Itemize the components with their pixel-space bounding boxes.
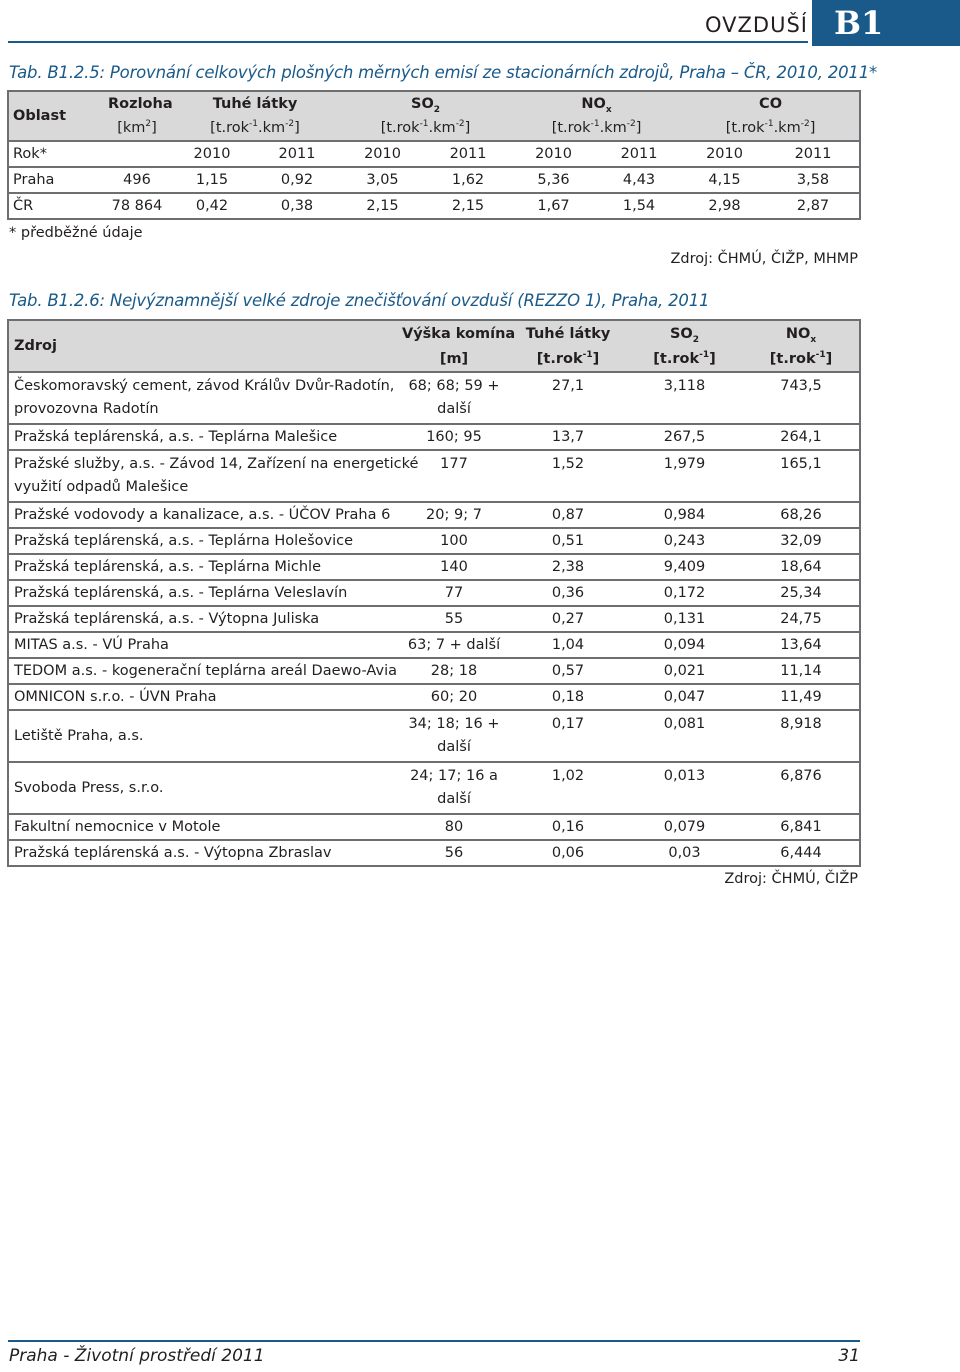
value-cell: 4,15 <box>682 167 767 193</box>
table-row <box>8 554 860 580</box>
value-cell: 0,06 <box>510 840 626 866</box>
value-cell: 0,094 <box>626 632 743 658</box>
value-cell: 0,131 <box>626 606 743 632</box>
value-cell: 2,87 <box>767 193 860 219</box>
value-cell: 0,03 <box>626 840 743 866</box>
value-cell: 1,54 <box>596 193 682 219</box>
value-cell: 11,14 <box>743 658 860 684</box>
source-name: TEDOM a.s. - kogenerační teplárna areál Daewo-Avia <box>8 658 398 684</box>
stack-height: 56 <box>398 840 510 866</box>
value-cell: 6,876 <box>743 762 860 814</box>
unit-flux: $[t.rok^{-1}.km^{-2}]$ <box>682 116 860 141</box>
year-cell: 2011 <box>767 141 860 167</box>
col-so2: $SO_2$ <box>340 91 511 116</box>
value-cell: 8,918 <box>743 710 860 762</box>
source-name: Pražská teplárenská, a.s. - Teplárna Veleslavín <box>8 580 398 606</box>
area-cell: 496 <box>104 167 170 193</box>
source-name: Pražské služby, a.s. - Závod 14, Zařízení na energetické využití odpadů Malešice <box>8 450 398 502</box>
footer-rule <box>8 1340 860 1342</box>
value-cell: 1,979 <box>626 450 743 502</box>
source-name: Pražská teplárenská, a.s. - Teplárna Malešice <box>8 424 398 450</box>
value-cell: 5,36 <box>511 167 596 193</box>
year-cell: 2010 <box>511 141 596 167</box>
value-cell: 25,34 <box>743 580 860 606</box>
table-row <box>8 710 860 762</box>
value-cell: 0,013 <box>626 762 743 814</box>
value-cell: 1,67 <box>511 193 596 219</box>
table1-caption: Tab. B1.2.5: Porovnání celkových plošných měrných emisí ze stacionárních zdrojů, Praha – ČR, 2010, 2011* <box>9 63 878 82</box>
page-number: 31 <box>838 1346 860 1366</box>
col-tuhe-latky: Tuhé látky <box>510 320 626 346</box>
value-cell: 24,75 <box>743 606 860 632</box>
stack-height: 100 <box>398 528 510 554</box>
source-name: OMNICON s.r.o. - ÚVN Praha <box>8 684 398 710</box>
table1 <box>7 90 861 220</box>
source-name: Fakultní nemocnice v Motole <box>8 814 398 840</box>
value-cell: 27,1 <box>510 372 626 424</box>
stack-height: 60; 20 <box>398 684 510 710</box>
source-name: Pražská teplárenská, a.s. - Výtopna Juliska <box>8 606 398 632</box>
source-name: Pražské vodovody a kanalizace, a.s. - ÚČOV Praha 6 <box>8 502 398 528</box>
value-cell: 3,118 <box>626 372 743 424</box>
value-cell: 11,49 <box>743 684 860 710</box>
stack-height: 24; 17; 16 a další <box>398 762 510 814</box>
value-cell: 267,5 <box>626 424 743 450</box>
table1-note: * předběžné údaje <box>9 225 143 241</box>
value-cell: 1,52 <box>510 450 626 502</box>
table-row <box>8 424 860 450</box>
value-cell: 264,1 <box>743 424 860 450</box>
unit-trok: [t.rok$^{-1}$] <box>626 346 743 372</box>
value-cell: 0,92 <box>254 167 340 193</box>
source-name: Svoboda Press, s.r.o. <box>8 762 398 814</box>
stack-height: 28; 18 <box>398 658 510 684</box>
value-cell: 0,243 <box>626 528 743 554</box>
value-cell: 0,36 <box>510 580 626 606</box>
table-row <box>8 502 860 528</box>
page-header <box>0 0 960 48</box>
source-name: Pražská teplárenská a.s. - Výtopna Zbraslav <box>8 840 398 866</box>
value-cell: 2,15 <box>340 193 425 219</box>
source-name: Českomoravský cement, závod Králův Dvůr-Radotín, provozovna Radotín <box>8 372 398 424</box>
table-row <box>8 528 860 554</box>
col-zdroj: Zdroj <box>8 320 398 372</box>
value-cell: 13,7 <box>510 424 626 450</box>
source-name: MITAS a.s. - VÚ Praha <box>8 632 398 658</box>
value-cell: 0,18 <box>510 684 626 710</box>
value-cell: 6,841 <box>743 814 860 840</box>
unit-m: [m] <box>398 346 510 372</box>
year-cell: 2010 <box>682 141 767 167</box>
value-cell: 9,409 <box>626 554 743 580</box>
source-name: Letiště Praha, a.s. <box>8 710 398 762</box>
col-nox: $NO_x$ <box>511 91 682 116</box>
unit-flux: $[t.rok^{-1}.km^{-2}]$ <box>170 116 340 141</box>
value-cell: 2,15 <box>425 193 511 219</box>
table-row <box>8 167 860 193</box>
value-cell: 68,26 <box>743 502 860 528</box>
year-label: Rok* <box>8 141 170 167</box>
table-row <box>8 580 860 606</box>
value-cell: 6,444 <box>743 840 860 866</box>
value-cell: 4,43 <box>596 167 682 193</box>
value-cell: 0,047 <box>626 684 743 710</box>
unit-km2: $[km^2]$ <box>104 116 170 141</box>
unit-flux: $[t.rok^{-1}.km^{-2}]$ <box>511 116 682 141</box>
stack-height: 20; 9; 7 <box>398 502 510 528</box>
table-row <box>8 372 860 424</box>
stack-height: 68; 68; 59 + další <box>398 372 510 424</box>
area-cell: 78 864 <box>104 193 170 219</box>
source-name: Pražská teplárenská, a.s. - Teplárna Holešovice <box>8 528 398 554</box>
stack-height: 80 <box>398 814 510 840</box>
value-cell: 32,09 <box>743 528 860 554</box>
value-cell: 0,42 <box>170 193 254 219</box>
unit-flux: $[t.rok^{-1}.km^{-2}]$ <box>340 116 511 141</box>
stack-height: 77 <box>398 580 510 606</box>
col-rozloha: Rozloha <box>104 91 170 116</box>
table-row <box>8 632 860 658</box>
value-cell: 0,87 <box>510 502 626 528</box>
year-cell: 2010 <box>170 141 254 167</box>
col-tuhe-latky: Tuhé látky <box>170 91 340 116</box>
value-cell: 0,081 <box>626 710 743 762</box>
value-cell: 0,172 <box>626 580 743 606</box>
table-row <box>8 450 860 502</box>
value-cell: 0,27 <box>510 606 626 632</box>
table2-source: Zdroj: ČHMÚ, ČIŽP <box>724 871 858 887</box>
table-row <box>8 606 860 632</box>
value-cell: 1,62 <box>425 167 511 193</box>
value-cell: 1,02 <box>510 762 626 814</box>
table-row <box>8 193 860 219</box>
footer-publication: Praha - Životní prostředí 2011 <box>9 1346 265 1366</box>
table1-source: Zdroj: ČHMÚ, ČIŽP, MHMP <box>670 251 858 267</box>
stack-height: 55 <box>398 606 510 632</box>
value-cell: 743,5 <box>743 372 860 424</box>
col-so2: $SO_2$ <box>626 320 743 346</box>
year-cell: 2011 <box>254 141 340 167</box>
value-cell: 1,04 <box>510 632 626 658</box>
value-cell: 0,021 <box>626 658 743 684</box>
header-rule <box>8 41 808 43</box>
value-cell: 0,984 <box>626 502 743 528</box>
stack-height: 177 <box>398 450 510 502</box>
value-cell: 0,17 <box>510 710 626 762</box>
value-cell: 2,38 <box>510 554 626 580</box>
stack-height: 140 <box>398 554 510 580</box>
table-row <box>8 684 860 710</box>
table-row <box>8 658 860 684</box>
table1-unit-row <box>8 116 860 141</box>
year-cell: 2011 <box>596 141 682 167</box>
chapter-badge: B1 <box>812 0 960 46</box>
table1-header-row <box>8 91 860 116</box>
table-row <box>8 814 860 840</box>
value-cell: 3,05 <box>340 167 425 193</box>
section-title: OVZDUŠÍ <box>705 13 808 37</box>
col-nox: $NO_x$ <box>743 320 860 346</box>
col-oblast: Oblast <box>8 91 104 141</box>
col-vyska-kominu: Výška komína <box>398 320 510 346</box>
table-row <box>8 840 860 866</box>
year-cell: 2011 <box>425 141 511 167</box>
value-cell: 0,079 <box>626 814 743 840</box>
value-cell: 18,64 <box>743 554 860 580</box>
region-label: ČR <box>8 193 104 219</box>
unit-trok: [t.rok$^{-1}$] <box>743 346 860 372</box>
year-cell: 2010 <box>340 141 425 167</box>
value-cell: 0,16 <box>510 814 626 840</box>
value-cell: 165,1 <box>743 450 860 502</box>
value-cell: 0,38 <box>254 193 340 219</box>
source-name: Pražská teplárenská, a.s. - Teplárna Michle <box>8 554 398 580</box>
table2-caption: Tab. B1.2.6: Nejvýznamnější velké zdroje znečišťování ovzduší (REZZO 1), Praha, 2011 <box>9 291 710 310</box>
table2 <box>7 319 861 867</box>
table2-header-row <box>8 320 860 346</box>
region-label: Praha <box>8 167 104 193</box>
value-cell: 1,15 <box>170 167 254 193</box>
table1-year-row <box>8 141 860 167</box>
value-cell: 3,58 <box>767 167 860 193</box>
stack-height: 34; 18; 16 + další <box>398 710 510 762</box>
value-cell: 0,51 <box>510 528 626 554</box>
value-cell: 13,64 <box>743 632 860 658</box>
stack-height: 160; 95 <box>398 424 510 450</box>
value-cell: 0,57 <box>510 658 626 684</box>
col-co: CO <box>682 91 860 116</box>
stack-height: 63; 7 + další <box>398 632 510 658</box>
unit-trok: [t.rok$^{-1}$] <box>510 346 626 372</box>
value-cell: 2,98 <box>682 193 767 219</box>
table-row <box>8 762 860 814</box>
